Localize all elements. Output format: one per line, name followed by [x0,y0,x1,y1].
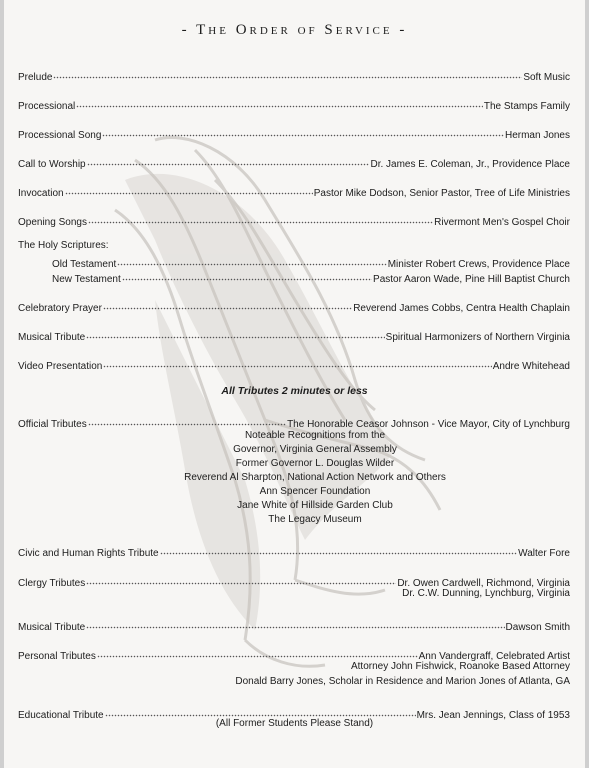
item-label: Musical Tribute [18,622,86,633]
service-item-invocation [18,182,570,199]
item-value: Reverend James Cobbs, Centra Health Chaplain [353,303,570,314]
praying-hands-drawing [95,120,445,680]
tributes-time-note: All Tributes 2 minutes or less [221,385,368,397]
service-item-processional [18,95,570,112]
item-label: Civic and Human Rights Tribute [18,548,159,559]
clergy-tribute-extra: Dr. C.W. Dunning, Lynchburg, Virginia [402,588,570,599]
item-label: Prelude [18,72,53,83]
page-title: - The Order of Service - [181,22,408,38]
official-recognition-line: The Legacy Museum [268,514,362,525]
dot-leader [65,182,313,196]
item-value: The Stamps Family [483,101,570,112]
item-label: Opening Songs [18,217,87,228]
service-item-clergy-tributes [18,572,570,589]
item-value: Andre Whitehead [492,361,570,372]
item-label: Processional [18,101,76,112]
dot-leader [105,704,416,718]
service-item-opening-songs [18,211,570,228]
dot-leader [103,297,352,311]
dot-leader [88,211,433,225]
item-label: Celebratory Prayer [18,303,102,314]
personal-tribute-extra: Attorney John Fishwick, Roanoke Based Attorney [350,661,570,672]
holy-scriptures-heading: The Holy Scriptures: [18,240,109,251]
item-value: Walter Fore [518,548,570,559]
service-item-personal-tributes [18,645,570,662]
item-value: Dr. James E. Coleman, Jr., Providence Place [370,159,570,170]
service-item-prelude [18,66,570,83]
dot-leader [86,326,384,340]
item-label: Old Testament [52,259,117,270]
official-recognition-line: Reverend Al Sharpton, National Action Network and Others [184,472,446,483]
item-value: Pastor Mike Dodson, Senior Pastor, Tree of Life Ministries [313,188,570,199]
dot-leader [102,124,504,138]
item-value: Pastor Aaron Wade, Pine Hill Baptist Church [373,274,570,285]
official-recognition-line: Noteable Recognitions from the [244,430,386,441]
service-item-call-to-worship [18,153,570,170]
item-value: Ann Vandergraff, Celebrated Artist [418,651,570,662]
service-item-civic-tribute [18,542,570,559]
educational-tribute-note: (All Former Students Please Stand) [215,718,374,729]
official-recognition-line: Governor, Virginia General Assembly [233,444,397,455]
item-value: The Honorable Ceasor Johnson - Vice Mayor, City of Lynchburg [287,419,570,430]
item-label: Video Presentation [18,361,103,372]
dot-leader [97,645,418,659]
item-value: Minister Robert Crews, Providence Place [387,259,570,270]
service-item-new-testament [52,268,570,285]
official-recognition-line: Ann Spencer Foundation [259,486,371,497]
service-item-official-tributes [18,413,570,430]
dot-leader [88,413,286,427]
service-item-old-testament [52,253,570,270]
service-item-musical-tribute [18,326,570,343]
page-edge-right [585,0,589,768]
dot-leader [103,355,491,369]
service-item-celebratory-prayer [18,297,570,314]
item-label: Clergy Tributes [18,578,86,589]
item-label: Musical Tribute [18,332,86,343]
service-item-video-presentation [18,355,570,372]
item-value: Dr. Owen Cardwell, Richmond, Virginia [397,578,570,589]
item-label: Educational Tribute [18,710,104,721]
item-value: Spiritual Harmonizers of Northern Virginia [385,332,570,343]
item-label: Personal Tributes [18,651,96,662]
personal-tribute-extra: Donald Barry Jones, Scholar in Residence and Marion Jones of Atlanta, GA [235,676,570,687]
dot-leader [160,542,518,556]
service-item-educational-tribute [18,704,570,721]
dot-leader [122,268,372,282]
item-value: Rivermont Men's Gospel Choir [434,217,570,228]
item-label: Invocation [18,188,64,199]
dot-leader [86,616,504,630]
praying-hands-watermark [95,120,445,680]
item-value: Soft Music [523,72,570,83]
dot-leader [86,572,396,586]
item-label: Processional Song [18,130,102,141]
dot-leader [87,153,370,167]
dot-leader [53,66,522,80]
item-value: Dawson Smith [505,622,570,633]
official-recognition-line: Jane White of Hillside Garden Club [237,500,393,511]
dot-leader [117,253,386,267]
service-item-musical-tribute-2 [18,616,570,633]
official-recognition-line: Former Governor L. Douglas Wilder [235,458,395,469]
page-edge-left [0,0,4,768]
item-label: Official Tributes [18,419,87,430]
dot-leader [76,95,483,109]
item-label: New Testament [52,274,121,285]
item-value: Herman Jones [504,130,570,141]
item-value: Mrs. Jean Jennings, Class of 1953 [416,710,570,721]
service-item-processional-song [18,124,570,141]
item-label: Call to Worship [18,159,86,170]
